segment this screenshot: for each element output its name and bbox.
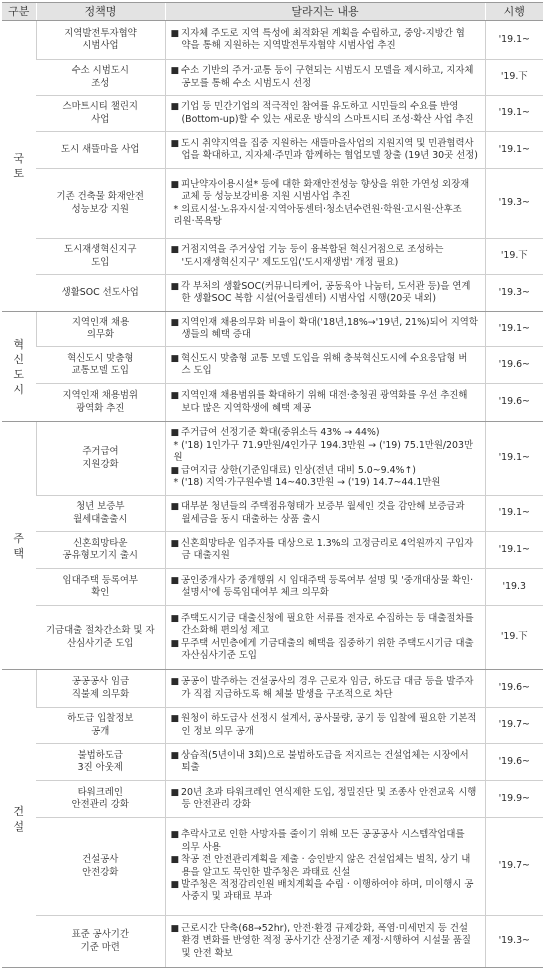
content-line: 교체 등 성능보강비용 지원 시범사업 추진 [181,191,351,203]
content-cell [165,60,485,96]
policy-name-line: 생활SOC 선도사업 [61,286,139,298]
policy-name-line: 성능보강 지원 [71,203,129,215]
bullet-item [171,750,482,775]
period-cell: '19.下 [485,60,543,96]
period-cell: '19.3~ [485,916,543,968]
period-cell: '19.7~ [485,818,543,916]
category-label: 국 토 [13,152,25,180]
policy-name-line: 조성 [91,77,110,89]
period-cell: '19.6~ [485,384,543,422]
bullet-item [171,101,482,126]
bullet-item [171,465,482,477]
content-cell [165,239,485,275]
period-cell: '19.1~ [485,422,543,496]
policy-name-line: 공공공사 임금 [71,676,130,688]
policy-name-line: 산심사기준 도입 [67,637,134,649]
bullet-item [171,281,482,306]
content-line: 금 대출지원 [181,550,230,561]
policy-name-cell [36,169,165,239]
period-cell: '19.3 [485,569,543,606]
period-cell: '19.1~ [485,496,543,532]
content-cell [165,708,485,744]
period-cell: '19.下 [485,239,543,275]
content-line: 각 부처의 생활SOC(커뮤니티케어, 공동육아 나눔터, 도서관 등)을 연계 [181,280,471,292]
content-line: 지자체 주도로 지역 특성에 최적화된 계획을 수립하고, 중앙-지방간 협 [181,27,465,39]
policy-name-line: 타워크레인 [77,786,123,798]
policy-name-line: 사업 [91,113,110,125]
policy-name-cell [36,708,165,744]
policy-name-line: 표준 공사기간 [71,929,129,941]
period-cell: '19.1~ [485,96,543,132]
policy-name-cell [36,916,165,968]
policy-name-line: 기준 마련 [80,941,120,953]
bullet-item [171,854,482,879]
content-line: 지역인재 채용범위를 확대하기 위해 대전·충청권 광역화를 우선 추진해 [181,390,468,402]
content-line: 기업 등 민간기업의 적극적인 참여를 유도하고 시민들의 수요를 반영 [181,101,459,113]
table-row [2,569,543,606]
bullet-item [171,923,482,960]
policy-name-line: 안전강화 [82,866,119,878]
content-line: 스 도입 [181,365,212,376]
content-line: 업을 확대하고, 지자체·주민과 함께하는 협업모델 창출 (19년 30곳 선정) [181,150,478,161]
policy-name-cell [36,347,165,384]
bullet-item [171,676,482,701]
policy-name-line: 시범사업 [82,40,119,51]
content-line: 발주청은 적정감리인원 배치계획을 수립 · 이행하여야 하며, 미이행시 공 [181,878,474,890]
bullet-item [171,829,482,854]
policy-name-cell [36,744,165,781]
category-label: 혁 신 도 시 [13,337,25,396]
table-row [2,818,543,916]
policy-name-line: 청년 보증부 [76,501,125,513]
content-line: 월세금을 동시 대출하는 상품 출시 [181,513,321,525]
content-cell [165,818,485,916]
policy-name-cell [36,132,165,169]
content-line: 생들의 혜택 증대 [181,329,251,340]
policy-name-line: 의무화 [86,329,115,340]
content-cell [165,781,485,818]
policy-name-cell [36,239,165,275]
content-line: 주택도시기금 대출신청에 필요한 서류를 전자로 수집하는 등 대출절차를 [181,612,474,624]
policy-name-line: 건설공사 [82,854,119,866]
policy-name-cell [36,606,165,670]
content-line: 인 정보 의무 공개 [181,725,254,737]
content-cell [165,312,485,347]
content-cell [165,132,485,169]
policy-name-line: 하도급 입찰정보 [67,713,134,725]
content-cell [165,670,485,708]
content-line: 공공이 발주하는 건설공사의 경우 근로자 임금, 하도급 대금 등을 발주자 [181,676,474,688]
policy-name-cell [36,312,165,347]
header-category: 구분 [2,3,36,21]
policy-name-line: 도시재생혁신지구 [64,244,137,256]
table-row [2,132,543,169]
bullet-item [171,317,482,342]
content-line: 퇴출 [181,762,200,773]
bullet-item [171,179,482,204]
content-cell [165,916,485,968]
content-line: 사중지 및 과태료 부과 [181,891,272,903]
bullet-item [171,575,482,600]
content-line: 등 안전관리 강화 [181,799,251,810]
policy-name-line: 스마트시티 챌린지 [62,101,138,113]
policy-name-line: 지역인재 채용 [71,316,130,328]
category-label: 건 설 [13,804,25,833]
table-row [2,916,543,968]
table-row [2,606,543,670]
period-cell: '19.6~ [485,347,543,384]
table-row [2,532,543,569]
policy-name-line: 공개 [91,725,110,737]
period-cell: '19.下 [485,606,543,670]
policy-name-line: 도입 [91,256,110,268]
table-row [2,239,543,275]
content-cell [165,422,485,496]
bullet-item [171,613,482,638]
policy-name-cell [36,96,165,132]
category-cell [2,312,36,422]
period-cell: '19.3~ [485,275,543,312]
policy-name-cell [36,670,165,708]
policy-name-cell [36,21,165,60]
category-label: 주 택 [13,531,25,560]
bullet-item [171,713,482,738]
bullet-item [171,353,482,378]
content-cell [165,569,485,606]
content-line: 설명서'에 등록임대여부 체크 의무화 [181,587,329,598]
period-cell: '19.1~ [485,312,543,347]
content-line: 피난약자이용시설* 등에 대한 화재안전성능 향상을 위한 가연성 외장재 [181,178,470,190]
policy-name-cell [36,496,165,532]
content-cell [165,169,485,239]
policy-name-line: 주거급여 [82,446,119,458]
policy-name-line: 불법하도급 [77,749,123,761]
period-cell: '19.1~ [485,132,543,169]
content-line: 용을 알고도 묵인한 발주청은 과태료 신설 [181,866,351,878]
note-item [171,204,482,229]
table-row [2,347,543,384]
policy-table-wrapper [2,2,543,968]
policy-name-cell [36,818,165,916]
content-line: 간소화해 편의성 제고 [181,625,269,637]
table-row [2,781,543,818]
policy-name-line: 3진 아웃제 [77,762,123,773]
header-period: 시행 [485,3,543,21]
policy-name-line: 확인 [91,587,110,598]
content-line: 및 안전 확보 [181,947,233,959]
bullet-item [171,787,482,812]
content-line: 원청이 하도급사 선정시 설계서, 공사물량, 공기 등 입찰에 필요한 기본적 [181,713,477,725]
period-cell: '19.3~ [485,169,543,239]
content-line: 20년 초과 타워크레인 연식제한 도입, 정밀진단 및 조종사 안전교육 시행 [181,786,477,798]
table-row [2,21,543,60]
content-line: 추락사고로 인한 사망자를 줄이기 위해 모든 공공공사 시스템작업대를 [181,829,465,841]
policy-name-cell [36,781,165,818]
content-cell [165,496,485,532]
policy-name-line: 수소 시범도시 [71,65,129,77]
policy-name-line: 안전관리 강화 [71,799,129,810]
content-line: 신혼희망타운 입주자를 대상으로 1.3%의 고정금리로 4억원까지 구입자 [181,537,474,549]
content-line: 근로시간 단축(68→52hr), 안전·환경 규제강화, 폭염·미세먼지 등 건설 [181,922,468,934]
table-row [2,422,543,496]
note-item [171,440,482,465]
bullet-item [171,244,482,269]
content-line: 급여지급 상한(기준임대료) 인상(전년 대비 5.0~9.4%↑) [181,464,416,476]
content-line: * ('18) 지역·가구원수별 14~40.3만원 → ('19) 14.7~44.1만원 [173,477,441,489]
content-line: 지역인재 채용의무화 비율이 확대('18년,18%→'19년, 21%)되어 지역학 [181,316,478,328]
period-cell: '19.9~ [485,781,543,818]
content-line: 거점지역을 주거상업 기능 등이 융복합된 혁신거점으로 조성하는 [181,244,444,256]
policy-name-line: 기금대출 절차간소화 및 자 [45,625,155,637]
bullet-item [171,65,482,90]
bullet-item [171,390,482,415]
bullet-item [171,427,482,439]
policy-name-line: 교통모델 도입 [71,365,129,376]
content-line: 공모를 통해 수소 시범도시 선정 [181,77,312,89]
content-line: 자산심사기준 도입 [181,649,257,661]
policy-name-line: 신혼희망타운 [73,537,128,549]
policy-name-line: 지역발전투자협약 [64,27,137,39]
table-header-row [2,3,543,21]
content-line: '도시재생혁신지구' 제도도입('도시재생법' 개정 필요) [181,256,399,268]
table-row [2,744,543,781]
table-row [2,96,543,132]
policy-name-cell [36,275,165,312]
table-row [2,496,543,532]
content-line: 상습적(5년이내 3회)으로 불법하도급을 저지르는 건설업체는 시장에서 [181,749,469,761]
content-line: 환경 변화를 반영한 적정 공사기간 산정기준 제정·시행하여 시설물 품질 [181,935,471,947]
period-cell: '19.1~ [485,21,543,60]
policy-name-line: 공유형모기지 출시 [62,550,138,561]
policy-name-cell [36,532,165,569]
content-cell [165,96,485,132]
content-cell [165,21,485,60]
period-cell: '19.6~ [485,670,543,708]
content-line: 약을 통해 지원하는 지역발전투자협약 시범사업 추진 [181,40,396,51]
table-row [2,169,543,239]
category-cell [2,21,36,312]
header-policy: 정책명 [36,3,165,21]
content-line: 대부분 청년들의 주택점유형태가 보증부 월세인 것을 감안해 보증금과 [181,501,465,513]
period-cell: '19.6~ [485,744,543,781]
category-cell [2,422,36,670]
content-line: 보다 많은 지역학생에 혜택 제공 [181,402,312,414]
content-line: * ('18) 1인가구 71.9만원/4인가구 194.3만원 → ('19) 75.1만원/203만원 [173,439,474,464]
bullet-item [171,138,482,163]
content-cell [165,606,485,670]
content-cell [165,275,485,312]
content-line: * 의료시설·노유자시설·지역아동센터·청소년수련원·학원·고시원·산후조 [173,203,462,215]
policy-name-line: 광역화 추진 [76,402,125,414]
bullet-item [171,28,482,53]
bullet-item [171,638,482,663]
content-line: 수소 기반의 주거·교통 등이 구현되는 시범도시 모델을 제시하고, 지자체 [181,65,474,77]
content-line: 무주택 서민층에게 기금대출의 혜택을 집중하기 위한 주택도시기금 대출 [181,637,474,649]
category-cell [2,670,36,968]
note-item [171,477,482,489]
table-row [2,708,543,744]
content-line: 도시 취약지역을 집중 지원하는 새뜰마을사업의 지원지역 및 민관협력사 [181,137,474,149]
content-line: (Bottom-up)할 수 있는 새로운 방식의 스마트시티 조성·확산 사업 추진 [181,113,474,125]
content-line: 공인중개사가 중개행위 시 임대주택 등록여부 설명 및 '중개대상물 확인· [181,574,474,586]
table-row [2,312,543,347]
bullet-item [171,501,482,526]
policy-table [2,2,543,968]
policy-name-cell [36,422,165,496]
table-row [2,275,543,312]
content-line: 혁신도시 맞춤형 교통 모델 도입을 위해 충북혁신도시에 수요응답형 버 [181,352,468,364]
content-line: 의무 사용 [181,841,221,853]
bullet-item [171,879,482,904]
content-line: 한 생활SOC 복합 시설(어울림센터) 시범사업 시행(20곳 내외) [181,293,436,304]
header-content: 달라지는 내용 [165,3,485,21]
content-cell [165,744,485,781]
content-cell [165,347,485,384]
policy-name-line: 기존 건축물 화재안전 [56,191,144,203]
policy-name-line: 지원강화 [82,458,119,470]
content-cell [165,532,485,569]
content-cell [165,384,485,422]
table-row [2,670,543,708]
policy-name-line: 직불제 의무화 [71,688,130,700]
policy-name-cell [36,384,165,422]
content-line: 리원·목욕탕 [173,215,222,227]
policy-name-line: 월세대출출시 [73,513,128,525]
content-line: 가 직접 지급하도록 해 체불 발생을 구조적으로 차단 [181,688,393,700]
table-row [2,384,543,422]
policy-name-line: 도시 새뜰마을 사업 [61,143,140,155]
content-line: 주거급여 선정기준 확대(중위소득 43% → 44%) [181,427,380,439]
policy-name-line: 혁신도시 맞춤형 [67,352,134,364]
policy-name-cell [36,60,165,96]
table-row [2,60,543,96]
policy-name-cell [36,569,165,606]
period-cell: '19.7~ [485,708,543,744]
policy-name-line: 임대주택 등록여부 [62,574,138,586]
content-line: 착공 전 안전관리계획을 제출 · 승인받지 않은 건설업체는 벌칙, 상기 내 [181,854,471,866]
table-body [2,21,543,968]
policy-name-line: 지역인재 채용범위 [62,390,138,402]
period-cell: '19.1~ [485,532,543,569]
bullet-item [171,538,482,563]
